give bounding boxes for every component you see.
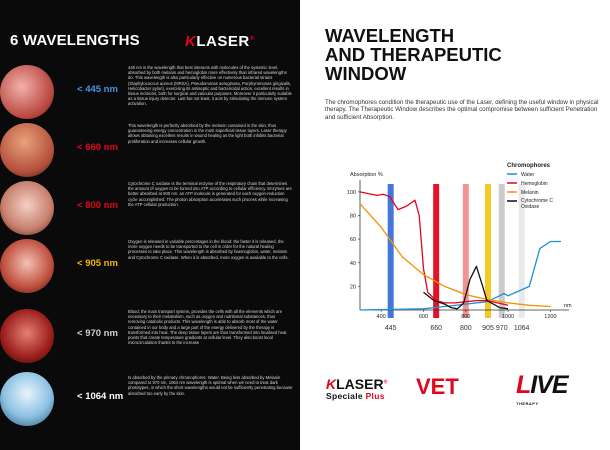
water-splash-image [0, 372, 54, 426]
wavelength-marker-label: 905 [482, 325, 494, 332]
title-line: AND THERAPEUTIC [325, 44, 502, 65]
wavelength-row-970 [0, 309, 300, 367]
wavelength-marker-label: 445 [384, 325, 397, 332]
x-axis-label: nm [564, 303, 572, 309]
wavelength-marker-label: 970 [495, 325, 508, 332]
left-panel [0, 0, 300, 450]
wavelength-label: < 800 nm [77, 200, 118, 211]
x-tick-label: 1200 [544, 314, 557, 320]
wavelength-marker-label: 800 [459, 325, 472, 332]
y-tick-label: 80 [349, 213, 356, 220]
legend-label: Water [521, 172, 535, 178]
wavelength-label: < 970 nm [77, 328, 118, 339]
y-axis-label: Absorption % [350, 172, 383, 178]
wavelength-description: Is absorbed by the primary chromophores: Water. Being less absorbed by Melanin compared to 970 nm, 1064 nm wavelength is optimal when we need to treat dark phototypes, in which the short wavelengths would not be sufficiently penetrating because absorbed too early by the skin. [128, 375, 293, 396]
y-tick-label: 40 [349, 260, 356, 267]
wavelength-description: Cytochrome C oxidase is the terminal enzyme of the respiratory chain that determines the amount of oxygen to be turned into ATP according to cellular efficiency. Enzymes are better absorbed at 800 nm: an ATP molecule is generated for each oxygen-reduction cycle accomplished. The photon absorption accelerates such process while increasing the ATP cellular production. [128, 181, 292, 207]
brand-k: K [326, 376, 337, 392]
skin-layers-image [0, 123, 54, 177]
wavelength-label: < 660 nm [77, 142, 118, 153]
wavelength-row-660 [0, 123, 300, 181]
x-tick-label: 600 [418, 314, 429, 320]
title-line: WAVELENGTH [325, 25, 455, 46]
wavelength-marker-label: 1064 [513, 325, 530, 332]
logo-registered: ® [249, 36, 255, 42]
cell-image [0, 181, 54, 235]
blood-cell-image [0, 239, 54, 293]
wavelength-description: This wavelength is perfectly absorbed by the melanin contained in the skin, thus guaranteeing energy concentration in the most superficial tissue layers. Laser therapy allows obtaining excellent results in wound healing as the light both inhibits bacterial proliferation and increases cellular growth. [128, 123, 287, 144]
legend-label: Cytochrome C [521, 198, 553, 204]
y-tick-label: 60 [349, 237, 356, 244]
description: The chromophores condition the therapeutic use of the Laser, defining the useful window in physical therapy. The Therapeutic Window describes the optimal compromise between sufficient Penetration and sufficient Absorption. [325, 99, 599, 121]
wavelength-label: < 445 nm [77, 84, 118, 95]
x-tick-label: 800 [461, 314, 471, 320]
live-logo: LIVE [516, 371, 568, 399]
wavelength-description: 445 nm is the wavelength that best interacts with molecules of the systemic level, absorbed by both melanin and hemoglobin more effectively than infrared wavelengths do. This wavelength is also particularly effective on numerous bacterial strains (Staphylococcus aureus (MRSA), Pseudomonas aeruginosa, Porphyromonas gingivalis, Helicobacter pylori), exercising its antiseptic and bactericidal action, excellent results in tissue incisions, both for surgical and vascular purposes. Moreover it particularly suitable as a tissue injury detector. Last but not least, it acts by stimulating the immune system activation. [128, 65, 292, 107]
klaser-speciale-plus-logo [326, 376, 387, 401]
wavelength-row-800 [0, 181, 300, 239]
x-tick-label: 1000 [501, 314, 515, 320]
y-tick-label: 20 [349, 284, 356, 291]
wavelength-label: < 1064 nm [77, 391, 124, 402]
klaser-logo [185, 33, 255, 50]
wavelength-description: Blood, the main transport system, provides the cells with all the elements which are necessary to their metabolism, such as oxygen and nutritional substances, thus removing catabolic products. This wavelength is able to absorb most of the water contained in our body and a large part of the energy delivered by the therapy is transformed into heat. The deep tissue layers are thus transformed into localised heat points that create temperature gradients at cellular level. They also boost local microcirculation thanks to the increase [128, 309, 287, 346]
tissue-image [0, 65, 54, 119]
title-line: WINDOW [325, 63, 407, 84]
x-tick-label: 400 [376, 314, 386, 320]
wavelength-row-905 [0, 239, 300, 297]
page-title [325, 26, 545, 83]
wavelength-marker-label: 660 [430, 325, 443, 332]
wavelength-band-970 [499, 184, 505, 318]
logo-k: K [185, 33, 197, 50]
wavelength-band-445 [388, 184, 394, 318]
wavelength-row-1064 [0, 372, 300, 430]
logo-text: LASER [196, 33, 250, 50]
red-blood-cells-image [0, 309, 54, 363]
therapy-label: THERAPY [516, 401, 539, 406]
vet-logo: VET [416, 374, 459, 399]
legend-label: Melanin [521, 190, 539, 196]
brand-subtitle: Speciale Plus [326, 391, 385, 401]
wavelength-description: Oxygen is released in variable percentages in the blood: the faster it is released, the more oxygen needs to be transported to the cell in order for the natural healing processes to take place. This wavelength is absorbed by haemoglobin, water, melanin and Cytochrome C oxidase. When it is absorbed, more oxygen is available to the cells. [128, 239, 289, 260]
wavelength-row-445 [0, 65, 300, 123]
legend-title: Chromophores [507, 163, 551, 169]
y-tick-label: 100 [346, 189, 356, 196]
wavelength-band-800 [463, 184, 469, 318]
wavelengths-title: 6 WAVELENGTHS [10, 32, 140, 49]
legend-label: Hemoglobin [521, 181, 548, 187]
brand-laser: LASER [336, 376, 384, 392]
absorption-chart [325, 158, 605, 338]
legend-label: Oxidase [521, 204, 540, 210]
wavelength-label: < 905 nm [77, 258, 118, 269]
brand-registered: ® [383, 379, 388, 386]
